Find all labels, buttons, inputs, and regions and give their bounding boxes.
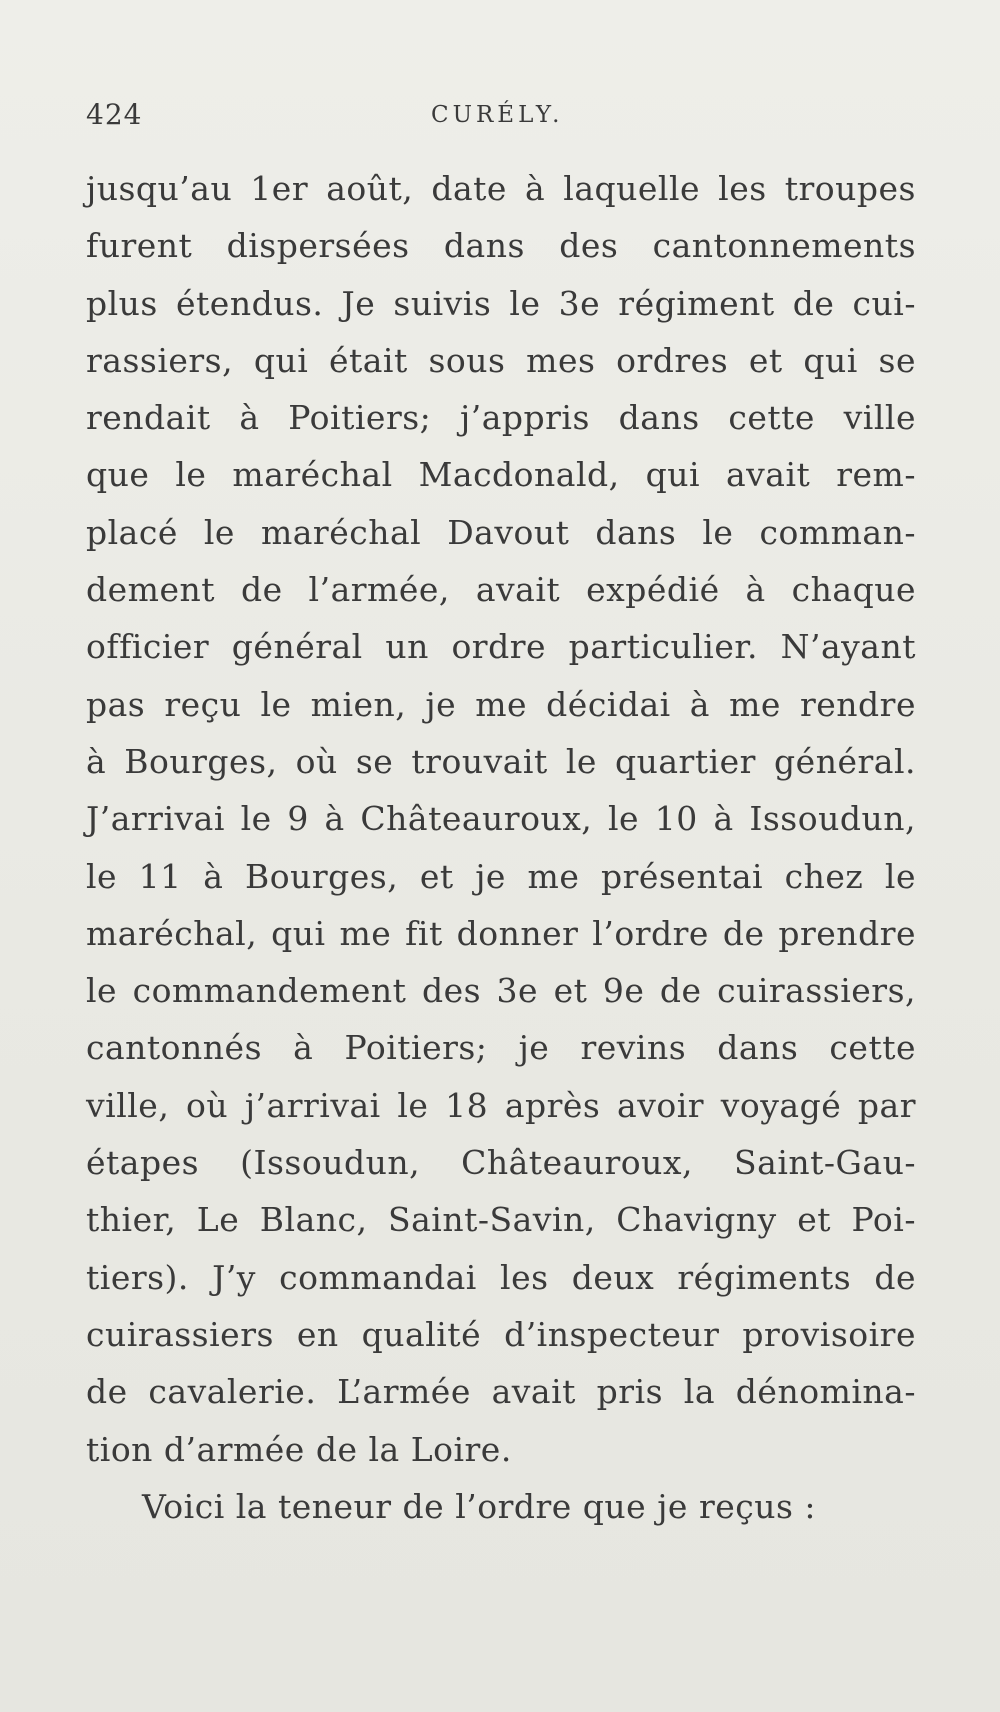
text-line: pas reçu le mien, je me décidai à me rendre — [86, 684, 916, 724]
text-line: étapes (Issoudun, Châteauroux, Saint-Gau- — [86, 1143, 916, 1183]
text-line: plus étendus. Je suivis le 3e régiment de cui- — [86, 283, 916, 323]
paragraph-1 — [86, 160, 916, 1478]
text-line: le commandement des 3e et 9e de cuirassiers, — [86, 971, 916, 1011]
paragraph-2 — [86, 1478, 916, 1535]
text-line: placé le maréchal Davout dans le comman- — [86, 512, 916, 552]
text-line: Voici la teneur de l’ordre que je reçus : — [142, 1486, 817, 1526]
text-line: tiers). J’y commandai les deux régiments de — [86, 1257, 916, 1297]
text-line: rendait à Poitiers; j’appris dans cette ville — [86, 398, 916, 438]
text-line: officier général un ordre particulier. N’ayant — [86, 627, 916, 667]
text-line: cuirassiers en qualité d’inspecteur provisoire — [86, 1314, 916, 1354]
text-line: tion d’armée de la Loire. — [86, 1429, 512, 1469]
text-line: à Bourges, où se trouvait le quartier général. — [86, 741, 916, 781]
text-line: rassiers, qui était sous mes ordres et qui se — [86, 340, 916, 380]
text-line: ville, où j’arrivai le 18 après avoir voyagé par — [86, 1085, 916, 1125]
text-line: le 11 à Bourges, et je me présentai chez le — [86, 856, 916, 896]
page-number: 424 — [86, 98, 143, 131]
text-line: dement de l’armée, avait expédié à chaque — [86, 570, 916, 610]
text-line: maréchal, qui me fit donner l’ordre de prendre — [86, 913, 916, 953]
text-line: de cavalerie. L’armée avait pris la dénomina- — [86, 1372, 916, 1412]
text-line: furent dispersées dans des cantonnements — [86, 226, 916, 266]
text-line: jusqu’au 1er août, date à laquelle les troupes — [86, 169, 916, 208]
text-line: thier, Le Blanc, Saint-Savin, Chavigny et Poi- — [86, 1200, 916, 1240]
page-header — [86, 98, 916, 138]
text-line: que le maréchal Macdonald, qui avait rem- — [86, 455, 916, 495]
body-text — [86, 160, 916, 1535]
running-head: CURÉLY. — [431, 102, 564, 128]
text-line: cantonnés à Poitiers; je revins dans cette — [86, 1028, 916, 1068]
text-line: J’arrivai le 9 à Châteauroux, le 10 à Issoudun, — [86, 799, 916, 839]
